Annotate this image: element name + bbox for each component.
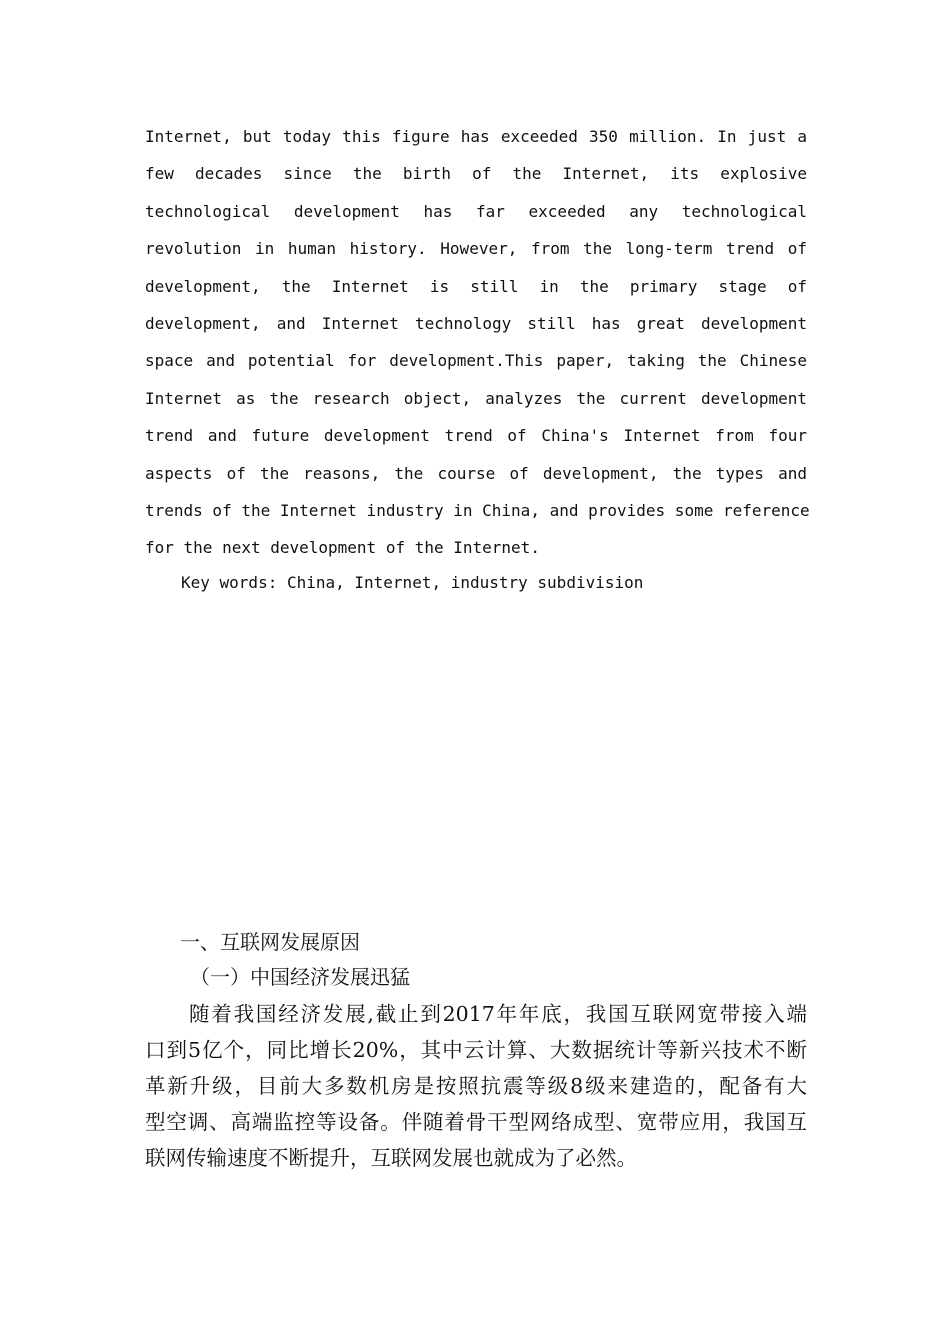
paragraph-line: 口到5亿个，同比增长20%，其中云计算、大数据统计等新兴技术不断 xyxy=(145,1038,807,1062)
keywords: Key words: China, Internet, industry subdivision xyxy=(181,573,644,592)
english-abstract xyxy=(145,122,810,571)
abstract-line: Internet as the research object, analyzes the current development xyxy=(145,388,807,408)
paragraph-line: 随着我国经济发展,截止到2017年年底，我国互联网宽带接入端 xyxy=(189,1002,807,1026)
abstract-line: technological development has far exceeded any technological xyxy=(145,201,807,221)
abstract-line: for the next development of the Internet. xyxy=(145,538,540,558)
paragraph-line: 革新升级，目前大多数机房是按照抗震等级8级来建造的，配备有大 xyxy=(145,1074,807,1098)
subsection-heading: （一）中国经济发展迅猛 xyxy=(190,965,410,989)
paragraph-line: 联网传输速度不断提升，互联网发展也就成为了必然。 xyxy=(145,1146,637,1170)
abstract-line: development, and Internet technology still has great development xyxy=(145,313,807,333)
abstract-line: few decades since the birth of the Internet, its explosive xyxy=(145,164,807,184)
body-paragraph xyxy=(145,996,807,1176)
abstract-line: trends of the Internet industry in China, and provides some reference xyxy=(145,500,810,520)
abstract-line: Internet, but today this figure has exceeded 350 million. In just a xyxy=(145,127,807,146)
abstract-line: trend and future development trend of China's Internet from four xyxy=(145,426,807,446)
abstract-line: space and potential for development.This paper, taking the Chinese xyxy=(145,351,807,371)
paragraph-line: 型空调、高端监控等设备。伴随着骨干型网络成型、宽带应用，我国互 xyxy=(145,1110,807,1134)
abstract-line: revolution in human history. However, from the long-term trend of xyxy=(145,239,807,259)
abstract-line: aspects of the reasons, the course of development, the types and xyxy=(145,463,807,483)
abstract-line: development, the Internet is still in the primary stage of xyxy=(145,276,807,296)
section-heading: 一、互联网发展原因 xyxy=(180,930,360,954)
